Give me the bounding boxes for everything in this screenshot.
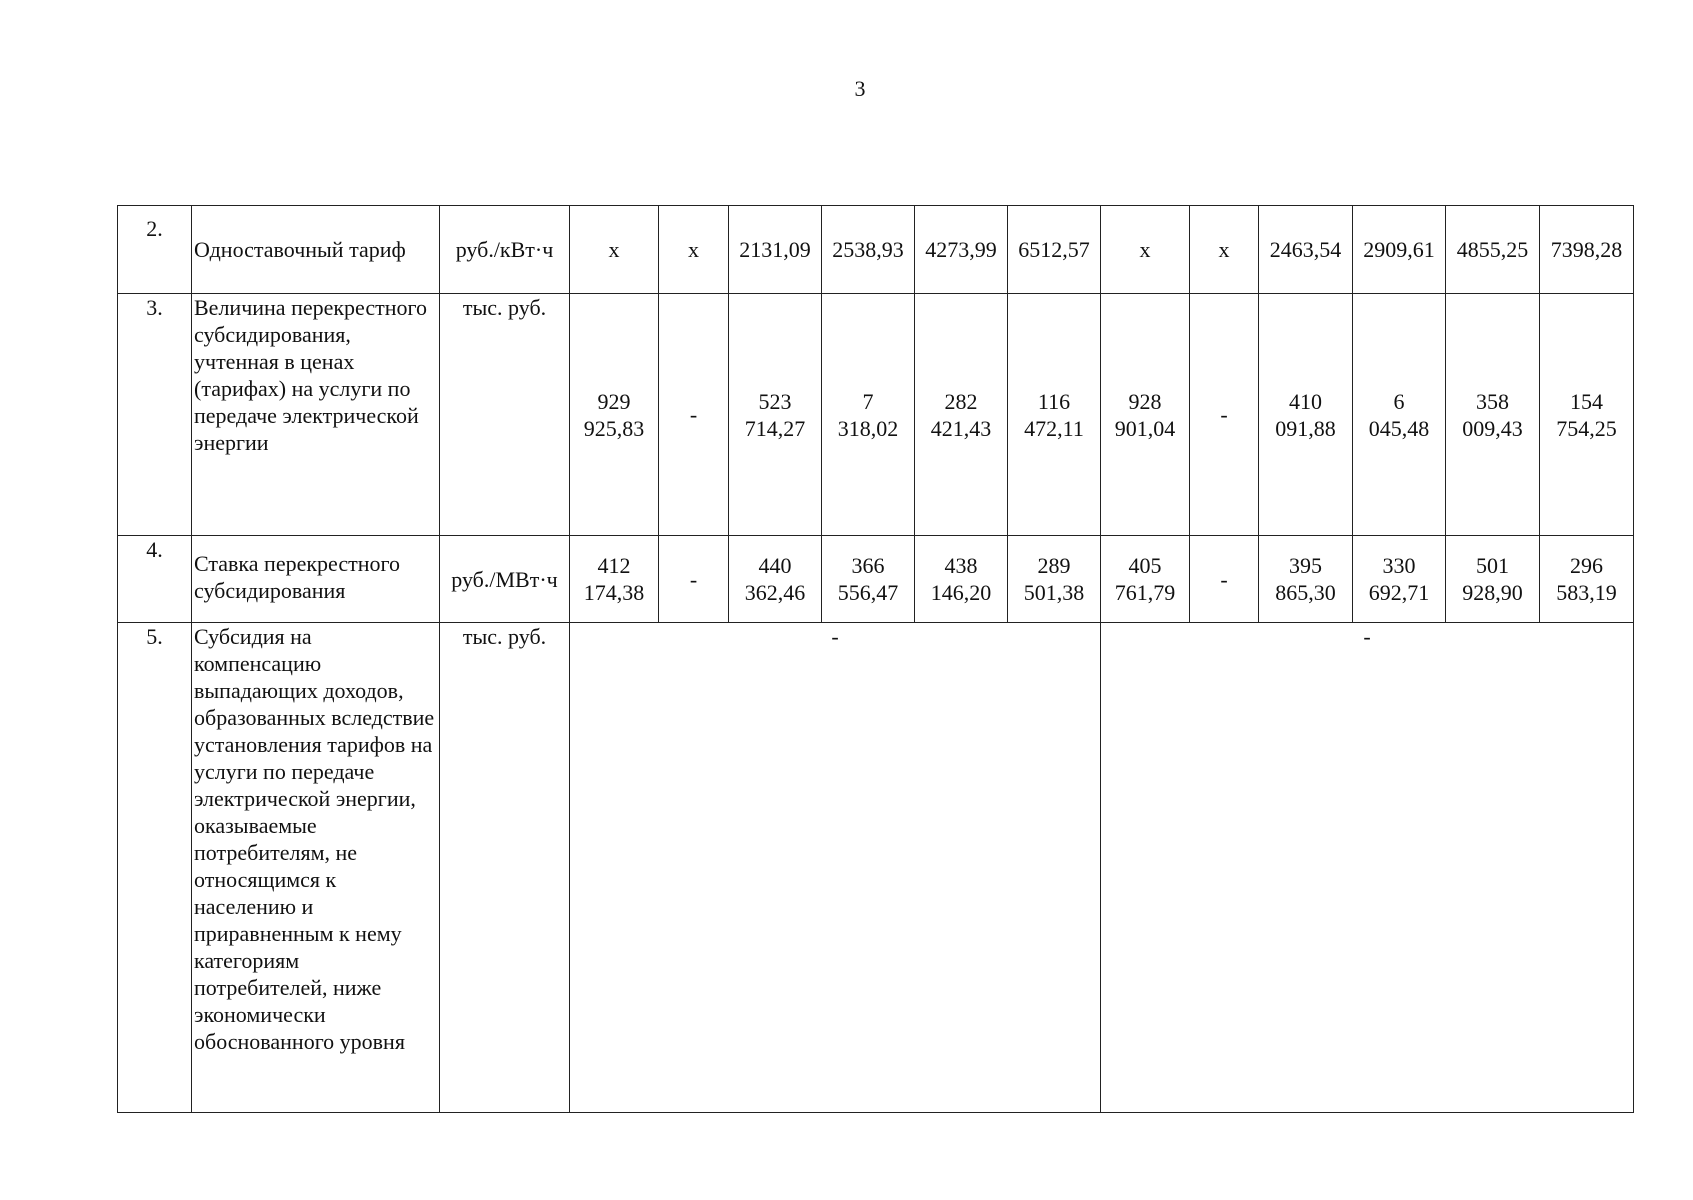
table-cell: - — [659, 536, 729, 623]
merged-cell-left: - — [570, 623, 1101, 1113]
row-name: Ставка перекрестного субсидирования — [192, 536, 440, 623]
table-cell: х — [570, 206, 659, 294]
row-name: Одноставочный тариф — [192, 206, 440, 294]
table-row — [118, 536, 1634, 623]
table-cell: 4273,99 — [915, 206, 1008, 294]
table-cell: 438 146,20 — [915, 536, 1008, 623]
table-cell: 412 174,38 — [570, 536, 659, 623]
table-cell: 7 318,02 — [822, 294, 915, 536]
table-cell: - — [659, 294, 729, 536]
table-cell: 2463,54 — [1259, 206, 1353, 294]
table-cell: 289 501,38 — [1008, 536, 1101, 623]
table-cell: 410 091,88 — [1259, 294, 1353, 536]
row-name: Величина перекрестного субсидирования, учтенная в ценах (тарифах) на услуги по передаче электрической энергии — [192, 294, 440, 536]
table-cell: 282 421,43 — [915, 294, 1008, 536]
table-cell: 4855,25 — [1446, 206, 1540, 294]
table-cell: 929 925,83 — [570, 294, 659, 536]
table-cell: 296 583,19 — [1540, 536, 1634, 623]
merged-cell-right: - — [1101, 623, 1634, 1113]
table-cell: - — [1190, 294, 1259, 536]
page-number: 3 — [854, 76, 866, 101]
table-cell: 2538,93 — [822, 206, 915, 294]
table-row — [118, 623, 1634, 1113]
table-row — [118, 294, 1634, 536]
row-unit: руб./кВт·ч — [440, 206, 570, 294]
tariff-table — [117, 205, 1634, 1113]
table-cell: 358 009,43 — [1446, 294, 1540, 536]
table-cell: 330 692,71 — [1353, 536, 1446, 623]
row-unit: руб./МВт·ч — [440, 536, 570, 623]
table-cell: 2909,61 — [1353, 206, 1446, 294]
table-cell: 6 045,48 — [1353, 294, 1446, 536]
table-cell: 928 901,04 — [1101, 294, 1190, 536]
table-cell: 405 761,79 — [1101, 536, 1190, 623]
table-cell: х — [1190, 206, 1259, 294]
row-number: 3. — [118, 294, 192, 536]
table-cell: 501 928,90 — [1446, 536, 1540, 623]
table-cell: 116 472,11 — [1008, 294, 1101, 536]
table-row — [118, 206, 1634, 294]
table-cell: 366 556,47 — [822, 536, 915, 623]
row-number: 4. — [118, 536, 192, 623]
table-cell: - — [1190, 536, 1259, 623]
table-cell: 395 865,30 — [1259, 536, 1353, 623]
table-cell: 440 362,46 — [729, 536, 822, 623]
table-cell: 2131,09 — [729, 206, 822, 294]
row-name: Субсидия на компенсацию выпадающих доходов, образованных вследствие установления тарифов на услуги по передаче электрической энергии, оказываемые потребителям, не относящимся к населению и приравненным к нему категориям потребителей, ниже экономически обоснованного уровня — [192, 623, 440, 1113]
table-cell: 7398,28 — [1540, 206, 1634, 294]
row-unit: тыс. руб. — [440, 294, 570, 536]
row-number: 2. — [118, 206, 192, 294]
table-cell: 6512,57 — [1008, 206, 1101, 294]
table-cell: 154 754,25 — [1540, 294, 1634, 536]
table-cell: х — [1101, 206, 1190, 294]
table-cell: 523 714,27 — [729, 294, 822, 536]
table-cell: х — [659, 206, 729, 294]
row-number: 5. — [118, 623, 192, 1113]
row-unit: тыс. руб. — [440, 623, 570, 1113]
